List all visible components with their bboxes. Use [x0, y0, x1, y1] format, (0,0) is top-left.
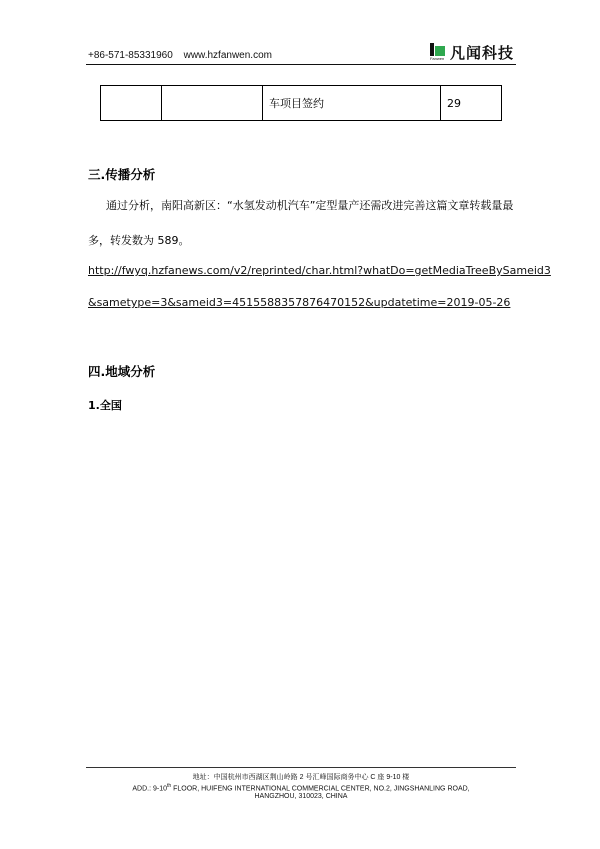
data-table — [100, 85, 502, 121]
table-cell: 车项目签约 — [263, 86, 441, 121]
logo-icon: Fanwen — [430, 43, 446, 61]
brand-name: 凡闻科技 — [449, 43, 514, 62]
footer-address-cn: 地址：中国杭州市西湖区荆山岭路 2 号汇峰国际商务中心 C 座 9-10 楼 — [192, 774, 410, 781]
footer-address-en: ADD.: 9-10th FLOOR, HUIFENG INTERNATIONAL COMMERCIAL CENTER, NO.2, JINGSHANLING ROAD, — [132, 783, 470, 793]
header-website[interactable]: www.hzfanwen.com — [183, 50, 272, 61]
article-link-line1[interactable]: http://fwyq.hzfanews.com/v2/reprinted/char.html?whatDo=getMediaTreeBySameid3 — [88, 264, 551, 277]
table-row — [101, 86, 502, 121]
header-contact — [88, 50, 272, 61]
analysis-paragraph-line1: 通过分析，南阳高新区：“水氢发动机汽车”定型量产还需改进完善这篇文章转载量最 — [106, 199, 514, 212]
analysis-paragraph-line2: 多，转发数为 589。 — [88, 234, 190, 247]
footer-address-en-line2: HANGZHOU, 310023, CHINA — [254, 793, 348, 800]
subsection-heading-national: 1.全国 — [88, 399, 122, 412]
article-link-line2[interactable]: &sametype=3&sameid3=4515588357876470152&updatetime=2019-05-26 — [88, 296, 511, 309]
footer-divider — [86, 767, 516, 768]
header-divider — [86, 64, 516, 65]
section-heading-propagation: 三.传播分析 — [88, 167, 156, 182]
table-cell — [101, 86, 162, 121]
table-cell: 29 — [441, 86, 502, 121]
header-phone: +86-571-85331960 — [88, 50, 173, 61]
section-heading-region: 四.地域分析 — [88, 364, 156, 379]
brand-logo — [430, 42, 514, 62]
table-cell — [162, 86, 263, 121]
